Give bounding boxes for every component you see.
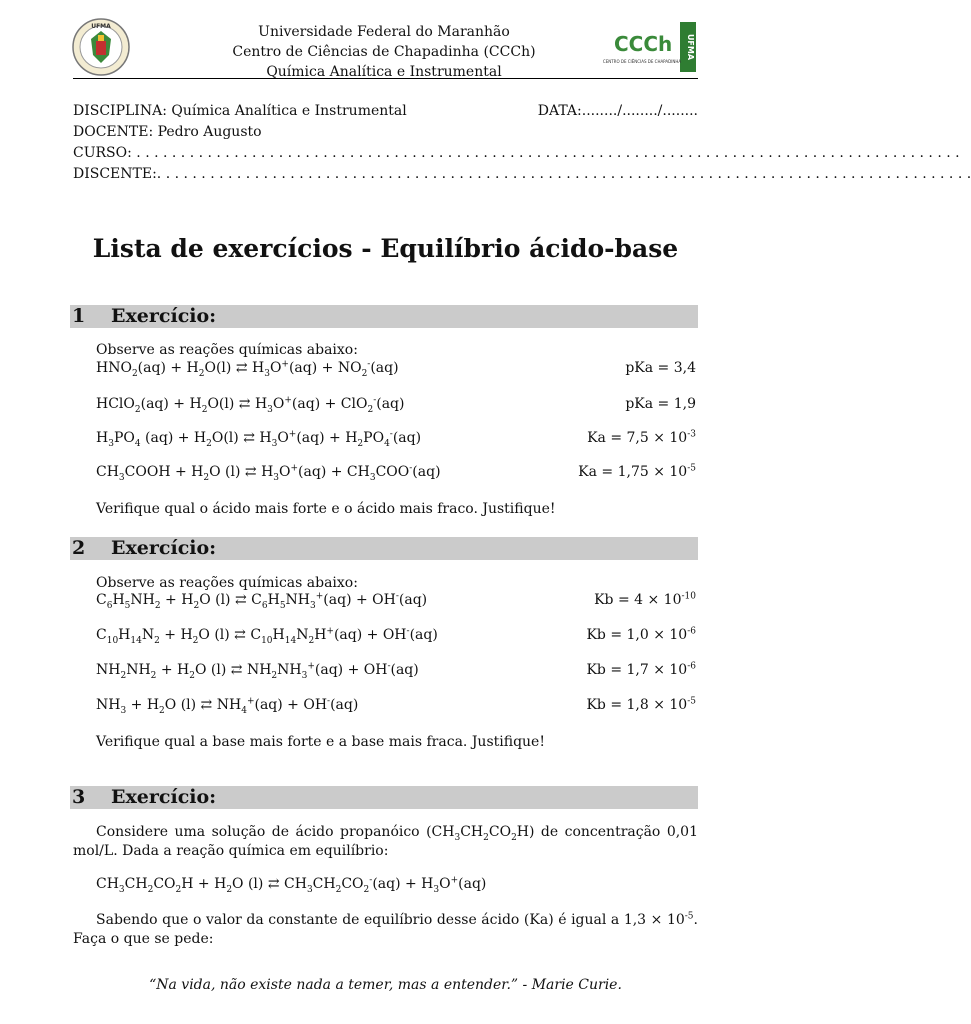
ccch-logo (602, 20, 698, 74)
reaction-equation: $C_{10}H_{14}N_2 + H_2O$ (l) ⇄ $C_{10}H_{14}N_2H^+(aq) + OH^-(aq)$ (96, 626, 438, 646)
reaction-equation: $CH_3CH_2CO_2H + H_2O$ (l) ⇄ $CH_3CH_2CO_2^-(aq) + H_3O^+(aq)$ (96, 875, 487, 895)
reaction-equation: $C_6H_5NH_2 + H_2O$ (l) ⇄ $C_6H_5NH_3^+(aq) + OH^-(aq)$ (96, 591, 428, 611)
section-2-header (70, 537, 698, 560)
section-heading: Exercício: (111, 537, 217, 559)
equilibrium-constant: pKa = 1,9 (625, 396, 696, 412)
ccch-caption: CENTRO DE CIÊNCIAS DE CHAPADINHA (602, 59, 682, 64)
curso-field[interactable]: CURSO: . . . . . . . . . . . . . . . . . . . . . . . . . . . . . . . . . . . . . . . . . . . . . . . . . . . . . . . . . . . . . . . . . . . . . . . . . . . . . . . . . . . . . . . . . . . . . (73, 145, 960, 161)
discente-field[interactable]: DISCENTE:. . . . . . . . . . . . . . . . . . . . . . . . . . . . . . . . . . . . . . . . . . . . . . . . . . . . . . . . . . . . . . . . . . . . . . . . . . . . . . . . . . . . . . . . . . . . (73, 166, 971, 182)
section-1-header (70, 305, 698, 328)
section-3-paragraph-1: Considere uma solução de ácido propanóico $(CH_3CH_2CO_2H)$ de concentração 0,01 mol/L. Dada a reação química em equilíbrio: (73, 824, 698, 859)
section-2-intro: Observe as reações químicas abaixo: (96, 575, 358, 591)
reaction-row (96, 360, 696, 380)
date-field[interactable]: DATA:......../......../........ (537, 103, 698, 119)
page-title: Lista de exercícios - Equilíbrio ácido-base (92, 234, 679, 263)
equilibrium-constant: $Kb = 1,0 \times 10^{-6}$ (586, 626, 696, 643)
reaction-equation: HClO$_2$(aq) + $H_2O(l)$ ⇄ $H_3O^+(aq) + ClO_2^-(aq)$ (96, 395, 405, 415)
section-3-header (70, 786, 698, 809)
reaction-equation: $H_3PO_4$ $(aq) + H_2O(l)$ ⇄ $H_3O^+(aq) + H_2PO_4^-(aq)$ (96, 429, 422, 449)
reaction-row (96, 697, 696, 717)
equilibrium-constant: $Ka = 1,75 \times 10^{-5}$ (578, 463, 696, 480)
ufma-logo-text: UFMA (91, 23, 111, 30)
section-1-intro: Observe as reações químicas abaixo: (96, 342, 358, 358)
section-number: 3 (72, 786, 86, 808)
section-number: 2 (72, 537, 86, 559)
section-3-paragraph-2: Sabendo que o valor da constante de equilíbrio desse ácido (Ka) é igual a $1,3 \times 10^{-5}$. Faça o que se pede: (73, 911, 698, 947)
reaction-equation: $HNO_2(aq) + H_2O(l)$ ⇄ $H_3O^+(aq) + NO_2^-(aq)$ (96, 359, 399, 379)
header-line-3: Química Analítica e Instrumental (266, 64, 502, 80)
equilibrium-constant: $Ka = 7,5 \times 10^{-3}$ (587, 429, 696, 446)
header-line-1: Universidade Federal do Maranhão (258, 24, 510, 40)
reaction-row (96, 464, 696, 484)
equilibrium-constant: pKa = 3,4 (625, 360, 696, 376)
header-line-2: Centro de Ciências de Chapadinha (CCCh) (232, 44, 536, 60)
header-divider (73, 78, 698, 79)
reaction-row (96, 396, 696, 416)
ccch-logo-text: CCCh (614, 32, 673, 56)
reaction-equation: $CH_3COOH + H_2O$ (l) ⇄ $H_3O^+(aq) + CH_3COO^-(aq)$ (96, 463, 441, 483)
equilibrium-constant: $Kb = 1,7 \times 10^{-6}$ (586, 661, 696, 678)
disciplina-field: DISCIPLINA: Química Analítica e Instrumental (73, 103, 407, 119)
meta-block (73, 101, 971, 185)
footer-quote: “Na vida, não existe nada a temer, mas a entender.” - Marie Curie. (149, 977, 622, 993)
equilibrium-constant: $Kb = 4 \times 10^{-10}$ (594, 591, 696, 608)
section-1-question: Verifique qual o ácido mais forte e o ácido mais fraco. Justifique! (96, 501, 556, 517)
reaction-row (96, 876, 696, 896)
reaction-row (96, 627, 696, 647)
section-heading: Exercício: (111, 786, 217, 808)
section-2-question: Verifique qual a base mais forte e a base mais fraca. Justifique! (96, 734, 545, 750)
reaction-row (96, 430, 696, 450)
institution-header (200, 22, 568, 82)
ufma-side-text: UFMA (686, 33, 695, 61)
reaction-equation: $NH_2NH_2 + H_2O$ (l) ⇄ $NH_2NH_3^+(aq) + OH^-(aq)$ (96, 661, 419, 681)
reaction-row (96, 662, 696, 682)
section-number: 1 (72, 305, 86, 327)
ufma-logo (71, 17, 131, 77)
docente-field: DOCENTE: Pedro Augusto (73, 124, 262, 140)
reaction-equation: $NH_3 + H_2O$ (l) ⇄ $NH_4^+(aq) + OH^-(aq)$ (96, 696, 359, 716)
equilibrium-constant: $Kb = 1,8 \times 10^{-5}$ (586, 696, 696, 713)
section-heading: Exercício: (111, 305, 217, 327)
reaction-row (96, 592, 696, 612)
